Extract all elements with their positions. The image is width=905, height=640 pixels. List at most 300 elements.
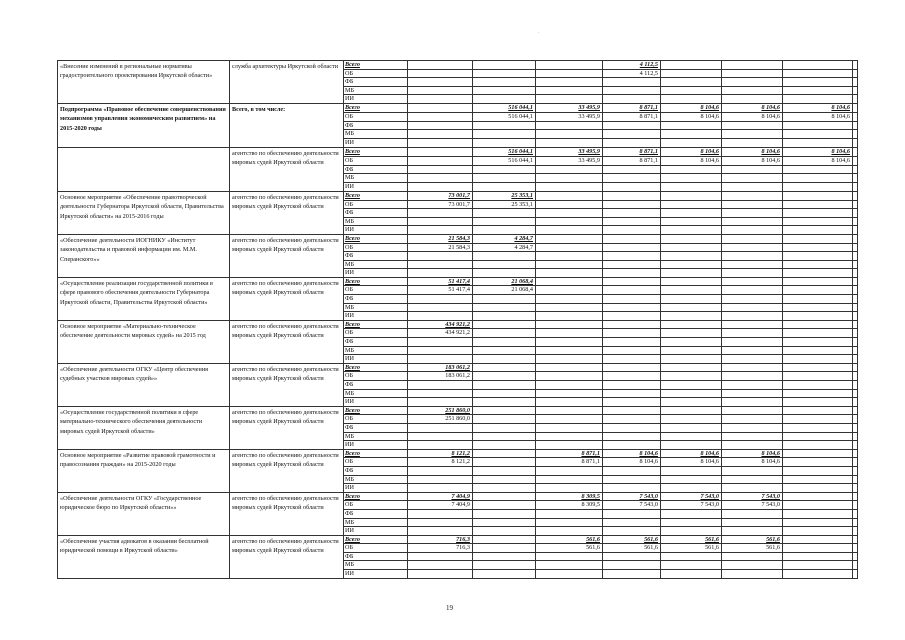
- funding-source-cell: ФБ: [344, 423, 408, 432]
- amount-cell: [722, 191, 783, 200]
- amount-cell: [661, 338, 722, 347]
- amount-cell: [783, 252, 853, 261]
- amount-cell: [536, 346, 603, 355]
- amount-cell: [783, 570, 853, 579]
- funding-source-cell: ОБ: [344, 415, 408, 424]
- amount-cell: [853, 286, 858, 295]
- amount-cell: [536, 165, 603, 174]
- amount-cell: 183 061,2: [408, 372, 473, 381]
- measure-name-cell: «Обеспечение деятельности ОГКУ «Центр обеспечения судебных участков мировых судей»»: [58, 363, 230, 406]
- amount-cell: [661, 423, 722, 432]
- amount-cell: [603, 389, 661, 398]
- funding-source-cell: ФБ: [344, 552, 408, 561]
- amount-cell: [853, 130, 858, 139]
- funding-source-cell: ИИ: [344, 570, 408, 579]
- amount-cell: [603, 466, 661, 475]
- funding-source-cell: Всего: [344, 191, 408, 200]
- amount-cell: [722, 552, 783, 561]
- amount-cell: [603, 200, 661, 209]
- funding-source-cell: Всего: [344, 277, 408, 286]
- funding-source-cell: Всего: [344, 449, 408, 458]
- amount-cell: 8 104,6: [661, 156, 722, 165]
- amount-cell: [603, 432, 661, 441]
- measure-name-cell: «Осуществление реализации государственной политики в сфере правового обеспечения деятельности Губернатора Иркутской области, Правительства Иркутской области»: [58, 277, 230, 320]
- funding-source-cell: ИИ: [344, 95, 408, 104]
- amount-cell: 8 309,5: [536, 501, 603, 510]
- amount-cell: [603, 320, 661, 329]
- amount-cell: 51 417,4: [408, 286, 473, 295]
- amount-cell: [473, 561, 536, 570]
- amount-cell: [722, 432, 783, 441]
- amount-cell: [853, 226, 858, 235]
- amount-cell: 4 284,7: [473, 243, 536, 252]
- amount-cell: [408, 269, 473, 278]
- measure-name-cell: «Внесение изменений в региональные нормативы градостроительного проектирования Иркутской области»: [58, 61, 230, 104]
- amount-cell: [603, 441, 661, 450]
- amount-cell: [722, 441, 783, 450]
- amount-cell: 516 044,1: [473, 156, 536, 165]
- measure-name-cell: Основное мероприятие «Материально-техническое обеспечение деятельности мировых судей» на 2015 год: [58, 320, 230, 363]
- amount-cell: [853, 466, 858, 475]
- amount-cell: [473, 121, 536, 130]
- amount-cell: [661, 561, 722, 570]
- amount-cell: [853, 295, 858, 304]
- amount-cell: 51 417,4: [408, 277, 473, 286]
- amount-cell: [408, 466, 473, 475]
- funding-source-cell: ИИ: [344, 312, 408, 321]
- amount-cell: [661, 234, 722, 243]
- amount-cell: [473, 363, 536, 372]
- amount-cell: [603, 398, 661, 407]
- amount-cell: [783, 398, 853, 407]
- measure-name-cell: [58, 147, 230, 191]
- amount-cell: [853, 312, 858, 321]
- amount-cell: 8 104,6: [603, 449, 661, 458]
- amount-cell: [473, 432, 536, 441]
- amount-cell: [853, 398, 858, 407]
- executor-cell: агентство по обеспечению деятельности мировых судей Иркутской области: [230, 492, 344, 535]
- amount-cell: 716,3: [408, 544, 473, 553]
- funding-source-cell: ФБ: [344, 338, 408, 347]
- amount-cell: [603, 86, 661, 95]
- amount-cell: [603, 552, 661, 561]
- measure-name-cell: «Осуществление государственной политики в сфере материально-технического обеспечения деятельности мировых судей Иркутской области»: [58, 406, 230, 449]
- amount-cell: [473, 389, 536, 398]
- amount-cell: [783, 492, 853, 501]
- scan-mark: ·: [538, 31, 540, 36]
- amount-cell: [722, 121, 783, 130]
- table-row: [58, 406, 858, 415]
- funding-source-cell: ФБ: [344, 381, 408, 390]
- funding-source-cell: ОБ: [344, 329, 408, 338]
- amount-cell: [408, 552, 473, 561]
- funding-source-cell: МБ: [344, 475, 408, 484]
- amount-cell: [783, 441, 853, 450]
- amount-cell: [536, 441, 603, 450]
- amount-cell: [473, 372, 536, 381]
- amount-cell: [473, 518, 536, 527]
- amount-cell: [783, 243, 853, 252]
- funding-source-cell: ОБ: [344, 458, 408, 467]
- amount-cell: [661, 295, 722, 304]
- amount-cell: 8 104,6: [661, 103, 722, 112]
- amount-cell: [661, 406, 722, 415]
- amount-cell: [853, 518, 858, 527]
- amount-cell: [661, 286, 722, 295]
- amount-cell: [408, 165, 473, 174]
- amount-cell: [783, 415, 853, 424]
- amount-cell: [536, 243, 603, 252]
- amount-cell: [536, 338, 603, 347]
- amount-cell: [603, 484, 661, 493]
- amount-cell: 7 404,9: [408, 501, 473, 510]
- funding-source-cell: Всего: [344, 147, 408, 156]
- funding-source-cell: Всего: [344, 320, 408, 329]
- amount-cell: [603, 165, 661, 174]
- amount-cell: [661, 432, 722, 441]
- amount-cell: [408, 174, 473, 183]
- amount-cell: 8 104,6: [722, 112, 783, 121]
- amount-cell: [783, 303, 853, 312]
- amount-cell: 33 495,9: [536, 103, 603, 112]
- amount-cell: 7 543,0: [722, 492, 783, 501]
- amount-cell: 8 871,1: [536, 458, 603, 467]
- amount-cell: [408, 183, 473, 192]
- funding-source-cell: ОБ: [344, 156, 408, 165]
- funding-source-cell: ИИ: [344, 183, 408, 192]
- amount-cell: 434 921,2: [408, 329, 473, 338]
- amount-cell: [853, 501, 858, 510]
- amount-cell: [536, 183, 603, 192]
- amount-cell: [473, 381, 536, 390]
- amount-cell: [661, 209, 722, 218]
- amount-cell: [473, 252, 536, 261]
- amount-cell: [473, 165, 536, 174]
- amount-cell: [473, 174, 536, 183]
- amount-cell: [783, 200, 853, 209]
- amount-cell: [603, 139, 661, 148]
- executor-cell: агентство по обеспечению деятельности мировых судей Иркутской области: [230, 277, 344, 320]
- amount-cell: [853, 147, 858, 156]
- funding-source-cell: ИИ: [344, 484, 408, 493]
- amount-cell: [408, 398, 473, 407]
- amount-cell: [408, 130, 473, 139]
- funding-source-cell: ОБ: [344, 69, 408, 78]
- amount-cell: [536, 372, 603, 381]
- amount-cell: [783, 527, 853, 536]
- amount-cell: 8 104,6: [603, 458, 661, 467]
- amount-cell: [536, 286, 603, 295]
- amount-cell: 21 584,3: [408, 243, 473, 252]
- amount-cell: [722, 95, 783, 104]
- amount-cell: 7 543,0: [722, 501, 783, 510]
- amount-cell: [536, 552, 603, 561]
- amount-cell: [783, 69, 853, 78]
- amount-cell: [853, 156, 858, 165]
- amount-cell: [603, 570, 661, 579]
- amount-cell: [722, 277, 783, 286]
- amount-cell: [783, 509, 853, 518]
- amount-cell: [661, 226, 722, 235]
- amount-cell: [661, 518, 722, 527]
- amount-cell: [603, 286, 661, 295]
- amount-cell: [536, 78, 603, 87]
- amount-cell: [536, 389, 603, 398]
- amount-cell: [603, 406, 661, 415]
- amount-cell: [408, 527, 473, 536]
- funding-source-cell: МБ: [344, 130, 408, 139]
- amount-cell: [473, 475, 536, 484]
- funding-source-cell: МБ: [344, 389, 408, 398]
- amount-cell: 8 871,1: [603, 112, 661, 121]
- amount-cell: [783, 269, 853, 278]
- amount-cell: [722, 260, 783, 269]
- amount-cell: [661, 165, 722, 174]
- amount-cell: 4 112,5: [603, 69, 661, 78]
- amount-cell: [661, 252, 722, 261]
- amount-cell: [783, 183, 853, 192]
- amount-cell: 561,6: [661, 535, 722, 544]
- amount-cell: [661, 174, 722, 183]
- amount-cell: [603, 121, 661, 130]
- amount-cell: [853, 372, 858, 381]
- amount-cell: [408, 346, 473, 355]
- amount-cell: [473, 295, 536, 304]
- funding-source-cell: Всего: [344, 535, 408, 544]
- amount-cell: 7 404,9: [408, 492, 473, 501]
- amount-cell: [783, 381, 853, 390]
- amount-cell: 21 068,4: [473, 286, 536, 295]
- amount-cell: [783, 277, 853, 286]
- amount-cell: [722, 69, 783, 78]
- executor-cell: агентство по обеспечению деятельности мировых судей Иркутской области: [230, 191, 344, 234]
- amount-cell: [853, 355, 858, 364]
- amount-cell: 183 061,2: [408, 363, 473, 372]
- amount-cell: 8 104,6: [722, 156, 783, 165]
- amount-cell: [661, 200, 722, 209]
- amount-cell: [661, 78, 722, 87]
- amount-cell: [661, 363, 722, 372]
- amount-cell: [783, 86, 853, 95]
- amount-cell: [603, 217, 661, 226]
- amount-cell: [853, 544, 858, 553]
- amount-cell: [473, 355, 536, 364]
- amount-cell: [661, 355, 722, 364]
- amount-cell: [853, 174, 858, 183]
- amount-cell: [603, 209, 661, 218]
- measure-name-cell: Подпрограмма «Правовое обеспечение совершенствования механизмов управления экономическим развитием» на 2015-2020 годы: [58, 103, 230, 147]
- amount-cell: [783, 234, 853, 243]
- amount-cell: 561,6: [536, 535, 603, 544]
- amount-cell: [783, 518, 853, 527]
- amount-cell: [661, 191, 722, 200]
- amount-cell: [853, 260, 858, 269]
- amount-cell: [853, 552, 858, 561]
- amount-cell: [722, 372, 783, 381]
- amount-cell: [408, 561, 473, 570]
- amount-cell: [473, 217, 536, 226]
- amount-cell: [661, 320, 722, 329]
- funding-source-cell: ФБ: [344, 252, 408, 261]
- amount-cell: [661, 303, 722, 312]
- amount-cell: [661, 86, 722, 95]
- amount-cell: [473, 329, 536, 338]
- amount-cell: [536, 312, 603, 321]
- amount-cell: [661, 61, 722, 70]
- amount-cell: [853, 527, 858, 536]
- amount-cell: [722, 363, 783, 372]
- amount-cell: [661, 121, 722, 130]
- amount-cell: [722, 183, 783, 192]
- amount-cell: [853, 406, 858, 415]
- amount-cell: [408, 312, 473, 321]
- amount-cell: [722, 252, 783, 261]
- amount-cell: [661, 139, 722, 148]
- amount-cell: [853, 252, 858, 261]
- amount-cell: [853, 103, 858, 112]
- amount-cell: 8 104,6: [661, 112, 722, 121]
- amount-cell: [661, 381, 722, 390]
- amount-cell: [783, 61, 853, 70]
- amount-cell: [536, 363, 603, 372]
- table-body: [58, 61, 858, 579]
- amount-cell: [536, 95, 603, 104]
- amount-cell: [661, 398, 722, 407]
- funding-source-cell: ФБ: [344, 165, 408, 174]
- amount-cell: [603, 355, 661, 364]
- amount-cell: [408, 78, 473, 87]
- amount-cell: [853, 243, 858, 252]
- amount-cell: [783, 389, 853, 398]
- amount-cell: [722, 561, 783, 570]
- funding-source-cell: Всего: [344, 492, 408, 501]
- amount-cell: 561,6: [661, 544, 722, 553]
- amount-cell: [783, 346, 853, 355]
- amount-cell: [853, 415, 858, 424]
- amount-cell: [536, 518, 603, 527]
- amount-cell: 8 104,6: [783, 147, 853, 156]
- amount-cell: [408, 303, 473, 312]
- amount-cell: 561,6: [722, 535, 783, 544]
- funding-source-cell: Всего: [344, 406, 408, 415]
- amount-cell: [473, 458, 536, 467]
- amount-cell: 434 921,2: [408, 320, 473, 329]
- amount-cell: [661, 69, 722, 78]
- amount-cell: [536, 226, 603, 235]
- amount-cell: [853, 209, 858, 218]
- executor-cell: агентство по обеспечению деятельности мировых судей Иркутской области: [230, 363, 344, 406]
- amount-cell: [722, 209, 783, 218]
- amount-cell: [536, 200, 603, 209]
- amount-cell: [473, 260, 536, 269]
- funding-source-cell: Всего: [344, 363, 408, 372]
- amount-cell: [536, 277, 603, 286]
- amount-cell: [853, 381, 858, 390]
- amount-cell: [783, 552, 853, 561]
- amount-cell: [536, 260, 603, 269]
- funding-source-cell: ОБ: [344, 286, 408, 295]
- funding-source-cell: МБ: [344, 217, 408, 226]
- amount-cell: [408, 475, 473, 484]
- amount-cell: 8 104,6: [722, 449, 783, 458]
- amount-cell: [536, 509, 603, 518]
- amount-cell: [853, 329, 858, 338]
- amount-cell: [473, 492, 536, 501]
- amount-cell: [603, 130, 661, 139]
- amount-cell: [473, 406, 536, 415]
- executor-cell: агентство по обеспечению деятельности мировых судей Иркутской области: [230, 147, 344, 191]
- amount-cell: [722, 406, 783, 415]
- amount-cell: [783, 501, 853, 510]
- amount-cell: [536, 415, 603, 424]
- amount-cell: [473, 570, 536, 579]
- amount-cell: [853, 139, 858, 148]
- amount-cell: [536, 217, 603, 226]
- amount-cell: [603, 338, 661, 347]
- amount-cell: [536, 86, 603, 95]
- amount-cell: [853, 112, 858, 121]
- amount-cell: 7 543,0: [603, 501, 661, 510]
- executor-cell: агентство по обеспечению деятельности мировых судей Иркутской области: [230, 234, 344, 277]
- amount-cell: [603, 243, 661, 252]
- amount-cell: [473, 544, 536, 553]
- funding-source-cell: ОБ: [344, 200, 408, 209]
- funding-source-cell: ОБ: [344, 372, 408, 381]
- amount-cell: [473, 95, 536, 104]
- amount-cell: [473, 269, 536, 278]
- amount-cell: 561,6: [603, 544, 661, 553]
- amount-cell: 561,6: [603, 535, 661, 544]
- table-row: [58, 103, 858, 112]
- amount-cell: [603, 303, 661, 312]
- amount-cell: [408, 260, 473, 269]
- amount-cell: [408, 156, 473, 165]
- amount-cell: [473, 552, 536, 561]
- funding-source-cell: ФБ: [344, 509, 408, 518]
- amount-cell: [661, 466, 722, 475]
- amount-cell: [603, 518, 661, 527]
- amount-cell: [536, 295, 603, 304]
- amount-cell: [722, 165, 783, 174]
- amount-cell: 561,6: [536, 544, 603, 553]
- amount-cell: [536, 527, 603, 536]
- amount-cell: [661, 372, 722, 381]
- amount-cell: [661, 260, 722, 269]
- amount-cell: [722, 174, 783, 183]
- amount-cell: [661, 389, 722, 398]
- amount-cell: [536, 561, 603, 570]
- amount-cell: [722, 139, 783, 148]
- amount-cell: 516 044,1: [473, 147, 536, 156]
- amount-cell: [473, 320, 536, 329]
- funding-source-cell: ОБ: [344, 112, 408, 121]
- amount-cell: [473, 466, 536, 475]
- amount-cell: [783, 139, 853, 148]
- amount-cell: [408, 209, 473, 218]
- amount-cell: [408, 69, 473, 78]
- amount-cell: 8 309,5: [536, 492, 603, 501]
- amount-cell: [536, 303, 603, 312]
- amount-cell: [853, 389, 858, 398]
- funding-source-cell: МБ: [344, 260, 408, 269]
- amount-cell: [603, 174, 661, 183]
- amount-cell: [536, 406, 603, 415]
- amount-cell: [603, 372, 661, 381]
- funding-source-cell: МБ: [344, 174, 408, 183]
- amount-cell: 4 284,7: [473, 234, 536, 243]
- amount-cell: [661, 95, 722, 104]
- amount-cell: [783, 165, 853, 174]
